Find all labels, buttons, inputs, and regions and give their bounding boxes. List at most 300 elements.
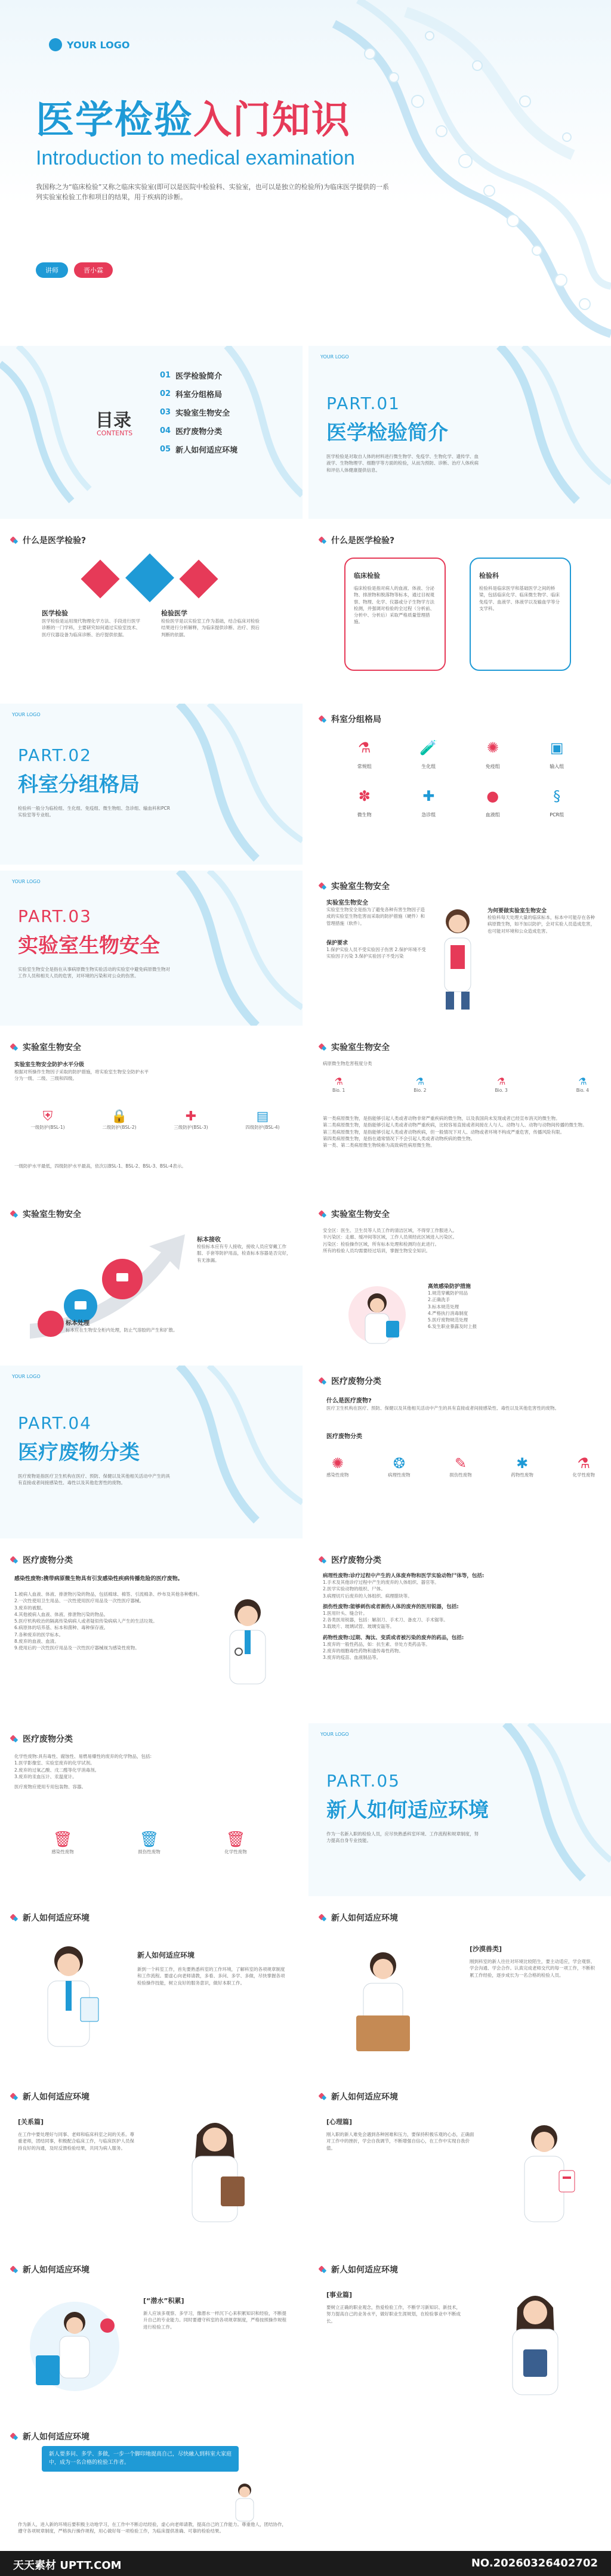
card-text: 检验科是临床医学和基础医学之间的桥梁，包括临床化学、临床微生物学、临床免疫学、血液学、体液学以及输血学等分支学科。	[479, 586, 560, 611]
part5-slide	[308, 1723, 611, 1896]
logo-text: YOUR LOGO	[67, 39, 130, 51]
sub-title: 医疗废物分类	[326, 1433, 362, 1440]
header-text: 什么是医学检验?	[331, 536, 395, 546]
flask-icon: ⚗	[578, 1076, 587, 1087]
header-text: 实验室生物安全	[23, 1210, 81, 1219]
header-mark-icon	[11, 2265, 19, 2274]
toc-item[interactable]	[160, 444, 237, 455]
col-text: 医学检验是运用现代物理化学方法、手段进行医学诊断的一门学科，主要研究如何通过实验室技术、医疗仪器设备为临床诊断、治疗提供依据。	[42, 618, 140, 637]
header-mark-icon	[319, 2092, 328, 2101]
group-label: 常规组	[357, 764, 372, 769]
flask-icon: ⚗	[496, 1076, 506, 1087]
slide-header	[319, 713, 381, 725]
header-mark-icon	[11, 1556, 19, 1564]
safety-slide-1	[308, 871, 611, 1026]
doctor-with-medicine-illustration	[499, 2117, 589, 2236]
level-label: 一级防护(BSL-1)	[30, 1125, 65, 1130]
header-text: 实验室生物安全	[23, 1043, 81, 1052]
step-text: 标本应在生物安全柜内处理，防止气溶胶的产生和扩散。	[66, 1327, 178, 1333]
part-number: PART.02	[18, 745, 92, 765]
card-title: 临床检验	[354, 572, 380, 580]
right-text: 检验科每天处理大量的临床标本，标本中可能存在各种病原微生物，如不加以防护，会对实验人员造成危害，也可能对环境和公众造成危害。	[487, 915, 595, 934]
tip-item: 4.严格执行消毒制度	[428, 1310, 468, 1316]
waste-line: 1.废弃的一般性药品，如：抗生素、非处方类药品等。	[323, 1641, 430, 1647]
safety-slide-4	[0, 1199, 303, 1360]
waste-slide-4	[0, 1723, 303, 1896]
safety5-lines	[323, 1227, 597, 1254]
waste-type	[326, 1455, 349, 1478]
bio-level-label: Bio. 2	[413, 1088, 427, 1093]
cover-title-red: 入门知识	[193, 98, 351, 143]
toc-item[interactable]	[160, 388, 237, 400]
toc-item-label: 实验室生物安全	[175, 409, 230, 418]
flask-icon: ⚗	[334, 1076, 343, 1087]
toc-item-label: 医学检验简介	[175, 372, 223, 381]
pill-icon: ✱	[516, 1455, 529, 1472]
tip-title: 高效感染防护措施	[428, 1284, 471, 1290]
adapt-title: [关系篇]	[18, 2118, 44, 2126]
waste-type	[511, 1455, 533, 1478]
adapt-title: [沙漠兽类]	[470, 1945, 502, 1953]
card-title: 检验科	[479, 572, 499, 580]
safety5-tips	[428, 1282, 595, 1330]
tip-item: 3.标本规范处理	[428, 1304, 459, 1309]
part-desc: 医疗废物是指医疗卫生机构在医疗、预防、保健以及其他相关活动中产生的具有直接或者间接感染性、毒性以及其他危害性的废物。	[18, 1473, 170, 1486]
header-text: 新人如何适应环境	[23, 1914, 90, 1923]
bio-level	[576, 1076, 589, 1094]
adapt-title: [心理篇]	[326, 2118, 353, 2126]
toc-slide	[0, 346, 303, 519]
female-doctor-illustration	[167, 2111, 263, 2236]
part-number: PART.04	[18, 1413, 92, 1433]
slide-header	[11, 1733, 73, 1745]
part-number: PART.03	[18, 906, 92, 926]
toc-item-num: 01	[160, 371, 171, 380]
bin-label: 化学性废物	[224, 1849, 247, 1854]
adapt-slide-2	[308, 1902, 611, 2075]
safety1-box	[326, 897, 428, 959]
quote-box: 新人要多问、多学、多做，一步一个脚印地提高自己，尽快融入到科室大家庭中，成为一名合格的检验工作者。	[42, 2446, 239, 2472]
folder-icon: ▤	[256, 1109, 269, 1124]
bio-line: 第一类病原微生物，是指能够引起人类或者动物非常严重疾病的微生物，以及我国尚未发现或者已经宣布消灭的微生物。	[323, 1116, 560, 1121]
adapt4-text	[326, 2117, 476, 2151]
header-text: 新人如何适应环境	[331, 2092, 398, 2102]
safety4-t2	[66, 1318, 185, 1333]
part4-slide	[0, 1366, 303, 1538]
blood-bag-icon: ▣	[550, 739, 564, 756]
group-item	[397, 788, 461, 818]
card-lab	[470, 558, 571, 671]
lock-icon: 🔒	[111, 1109, 128, 1124]
doctor-illustration	[434, 903, 482, 1011]
slide-header	[319, 1041, 390, 1053]
group-label: 输入组	[550, 764, 564, 769]
waste-line: 7.各种废弃的医学标本。	[14, 1631, 64, 1637]
box-title: 实验室生物安全	[326, 900, 368, 906]
adapt-text: 刚入职的新人难免会遇到各种困难和压力，要保持积极乐观的心态，正确面对工作中的挫折，学会自我调节，不断增强自信心，在工作中实现自我价值。	[326, 2132, 474, 2151]
toc-item-num: 02	[160, 389, 171, 398]
header-mark-icon	[319, 1556, 328, 1564]
sub-title: 病原微生物危害程度分类	[323, 1061, 372, 1066]
slide-header	[319, 2091, 398, 2103]
waste-line: 化学性废物:具有毒性、腐蚀性、易燃易爆性的废弃的化学物品，包括:	[14, 1754, 152, 1759]
waste-type-label: 化学性废物	[572, 1472, 595, 1478]
trash-bin-icon: 🗑	[139, 1831, 159, 1849]
test-tube-icon: 🧪	[419, 739, 438, 756]
waste-line: 2.废弃的细胞毒性药物和遗传毒性药物。	[323, 1648, 403, 1654]
slide-header	[319, 1375, 381, 1387]
header-text: 医疗废物分类	[331, 1556, 381, 1565]
waste-slide-3	[308, 1544, 611, 1717]
zone-line: 所有的检验人员均需要经过培训，掌握生物安全知识。	[323, 1247, 430, 1253]
female-doctor-illustration	[487, 2284, 583, 2409]
bio-level-label: Bio. 1	[332, 1088, 345, 1093]
part-number: PART.05	[326, 1771, 400, 1791]
waste-line: 3.废弃的汞血压计、汞温度计。	[14, 1773, 77, 1779]
question-text: 医疗卫生机构在医疗、预防、保健以及其他相关活动中产生的具有直接或者间接感染性、毒性以及其他危害性的废物。	[326, 1405, 559, 1411]
question-title: 什么是医疗废物?	[326, 1398, 372, 1404]
col-text: 检验医学是以实验室工作为基础，结合临床对检验结果进行分析解释，为临床提供诊断、治疗、预后判断的依据。	[161, 618, 260, 637]
part-desc: 作为一名新入职的检验人员，应尽快熟悉科室环境、工作流程和规章制度，努力提高自身专业技能。	[326, 1831, 479, 1844]
header-text: 科室分组格局	[331, 715, 381, 724]
waste-slide-1	[308, 1366, 611, 1538]
group-label: 急诊组	[421, 812, 436, 818]
watermark-footer	[0, 2551, 611, 2576]
group-item	[461, 788, 525, 818]
slide-header	[11, 2431, 90, 2442]
slide-header	[11, 1554, 73, 1566]
waste-line: 6.病原体的培养基、标本和菌种、毒种保存液。	[14, 1625, 109, 1631]
flask-icon: ⚗	[577, 1455, 590, 1472]
header-mark-icon	[319, 1914, 328, 1922]
sub-text: 根据对所操作生物因子采取的防护措施，将实验室生物安全防护水平分为一级、二级、三级和四级。	[14, 1069, 149, 1082]
waste-bin	[116, 1831, 182, 1855]
tip-item: 1.规范穿戴防护用品	[428, 1290, 468, 1296]
adapt-text: 新人应该多观察、多学习，像潜水一样沉下心来积累知识和经验，不断提升自己的专业能力。同时要遵守科室的各项规章制度，严格按照操作规程进行检验工作。	[143, 2311, 286, 2330]
waste-line: 4.其他被病人血液、体液、排泄物污染的物品。	[14, 1611, 109, 1617]
adapt-slide-4	[308, 2081, 611, 2248]
cross-shield-icon: ✚	[185, 1109, 197, 1124]
bio-level-label: Bio. 3	[495, 1088, 508, 1093]
header-text: 实验室生物安全	[331, 1210, 390, 1219]
adapt-slide-5	[0, 2254, 303, 2415]
diamond-icon-red	[179, 559, 218, 598]
cover-slide	[0, 0, 611, 340]
toc-title-en: CONTENTS	[97, 429, 133, 437]
item-text: 1.保护实验人员不受实验因子伤害 2.保护环境不受实验因子污染 3.保护实验因子不受污染	[326, 946, 426, 959]
toc-item-label: 新人如何适应环境	[175, 446, 238, 455]
what-is-slide-1	[0, 525, 303, 698]
doctor-illustration	[24, 1938, 113, 2057]
footer-site: 天天素材 UPTT.COM	[13, 2559, 122, 2572]
microscope-icon: ⚗	[357, 739, 371, 756]
header-text: 医疗废物分类	[23, 1735, 73, 1744]
zone-line: 安全区：医生、卫生员等人员工作的清洁区域，不得穿工作服进入。	[323, 1228, 457, 1233]
group-item	[461, 739, 525, 770]
waste-line: 3.载玻片、玻璃试管、玻璃安瓿等。	[323, 1624, 394, 1630]
slide-header	[11, 2091, 90, 2103]
zone-line: 污染区：检验操作区域，所有标本处理和检测均在此进行。	[323, 1241, 439, 1247]
toc-item[interactable]	[160, 407, 237, 418]
groups-slide	[308, 704, 611, 865]
closing-text: 作为新人，进入新的环境后要积极主动地学习，在工作中不断总结经验，虚心向老师请教，提高自己的工作能力。尊重他人，团结协作，遵守各项规章制度，严格执行操作规程，用心做好每一项检验工作，为临床提供准确、可靠的检验结果。	[18, 2522, 286, 2534]
header-mark-icon	[11, 1043, 19, 1051]
slide-header	[319, 880, 390, 892]
adapt-text: 新到一个科室工作，首先要熟悉科室的工作环境，了解科室的各项规章制度和工作流程。要虚心向老师请教，多看、多问、多学、多做，尽快掌握各项检验操作技能，树立良好的服务意识，做好本职工作。	[137, 1967, 285, 1986]
trash-bin-icon: 🗑	[53, 1831, 73, 1849]
cover-description: 我国称之为“临床检验”又称之临床实验室(即可以是医院中检验科、实验室，也可以是独立的检验所)为临床医学提供的一系列实验室检验工作和项目的结果，用于疾病的诊断。	[36, 183, 389, 202]
header-mark-icon	[11, 536, 19, 544]
part-number: PART.01	[326, 394, 400, 413]
zone-line: 半污染区：走廊、缓冲间等区域，工作人员须经此区域进入污染区。	[323, 1234, 457, 1240]
bins-row	[30, 1831, 269, 1855]
bio-levels	[332, 1076, 589, 1094]
waste-line: 1.医用针头、缝合针。	[323, 1610, 368, 1616]
waste-line: 3.病理切片后废弃的人体组织、病理腊块等。	[323, 1593, 412, 1599]
part-desc: 实验室生物安全是指在从事病原微生物实验活动的实验室中避免病原微生物对工作人员和相关人员的危害，对环境的污染和对公众的伤害。	[18, 967, 170, 979]
header-mark-icon	[11, 2432, 19, 2441]
group-item	[525, 739, 590, 770]
header-text: 医疗废物分类	[23, 1556, 73, 1565]
safety-slide-3	[308, 1032, 611, 1193]
waste-type-label: 损伤性废物	[449, 1472, 472, 1478]
level-label: 二级防护(BSL-2)	[102, 1125, 137, 1130]
level-label: 三级防护(BSL-3)	[174, 1125, 208, 1130]
adapt5-text	[143, 2296, 286, 2330]
waste-line: 9.使用后的一次性医疗用品及一次性医疗器械视为感染性废物。	[14, 1645, 140, 1651]
toc-item-num: 04	[160, 426, 171, 435]
item-title: 保护要求	[326, 940, 348, 946]
what-is-slide-2	[308, 525, 611, 698]
slide-logo: YOUR LOGO	[320, 354, 349, 360]
step-title: 标本处理	[66, 1320, 90, 1327]
what1-col1	[42, 608, 143, 638]
adapt3-text	[18, 2117, 137, 2151]
group-label: 血液组	[485, 812, 500, 818]
group-label: PCR组	[550, 812, 564, 818]
virus-icon: ✺	[486, 739, 499, 756]
waste-title: 感染性废物:携带病原微生物具有引发感染性疾病传播危险的医疗废物。	[14, 1576, 183, 1582]
header-text: 医疗废物分类	[331, 1377, 381, 1386]
waste-types	[326, 1455, 595, 1478]
tip-item: 2.正确洗手	[428, 1297, 450, 1303]
safety-level	[239, 1109, 286, 1131]
safety2-icons	[24, 1109, 286, 1131]
waste-bin	[30, 1831, 95, 1855]
right-title: 为何要做实验室生物安全	[487, 908, 547, 914]
adapt2-text	[470, 1944, 595, 1979]
safety-level	[167, 1109, 215, 1131]
header-mark-icon	[11, 1210, 19, 1218]
what1-col2	[161, 608, 263, 638]
speaker-row	[36, 262, 113, 278]
waste-type	[388, 1455, 411, 1478]
slide-header	[11, 1208, 81, 1220]
logo-circle-icon	[49, 38, 62, 51]
slide-header	[319, 1554, 381, 1566]
slide-header	[11, 1041, 81, 1053]
waste-line: 5.医疗机构收治的隔离传染病病人或者疑似传染病病人产生的生活垃圾。	[14, 1618, 158, 1624]
waste-note: 医疗废物应使用专用包装物、容器。	[14, 1784, 86, 1789]
speaker-name: 晋小霖	[74, 262, 113, 278]
toc-title: 目录	[95, 410, 131, 431]
header-mark-icon	[11, 2092, 19, 2101]
header-mark-icon	[319, 882, 328, 890]
safety-level	[24, 1109, 72, 1131]
group-label: 免疫组	[485, 764, 500, 769]
cover-title	[36, 89, 351, 144]
safety4-t1	[197, 1234, 292, 1264]
part-desc: 医学检验是对取自人体的材料进行微生物学、免疫学、生物化学、遗传学、血液学、生物物理学、细胞学等方面的检验，从而为预防、诊断、治疗人体疾病和评估人体健康提供信息。	[326, 454, 479, 473]
adapt-text: 要树立正确的职业观念，热爱检验工作，不断学习新知识、新技术，努力提高自己的业务水平，做好职业生涯规划，在检验事业中不断成长。	[326, 2305, 461, 2324]
toc-item-num: 03	[160, 408, 171, 417]
bio-level	[495, 1076, 508, 1094]
part-title: 新人如何适应环境	[326, 1798, 489, 1822]
bin-label: 损伤性废物	[138, 1849, 161, 1854]
header-text: 实验室生物安全	[331, 1043, 390, 1052]
step-text: 检验标本应有专人接收，接收人员应穿戴工作服、手套等防护用品，检查标本容器是否完好，有无渗漏。	[197, 1244, 291, 1263]
trash-bin-icon: 🗑	[226, 1831, 246, 1849]
header-mark-icon	[11, 1914, 19, 1922]
part-title: 医疗废物分类	[18, 1441, 140, 1465]
cover-logo	[49, 38, 129, 51]
part1-slide	[308, 346, 611, 519]
group-label: 生化组	[421, 764, 436, 769]
toc-item[interactable]	[160, 425, 237, 436]
waste-type-label: 感染性废物	[326, 1472, 349, 1478]
group-item	[332, 788, 397, 818]
header-text: 新人如何适应环境	[331, 1914, 398, 1923]
cell-icon: ❂	[393, 1455, 405, 1472]
bio-level	[413, 1076, 426, 1094]
box-text: 实验室生物安全是指为了避免各种有害生物因子造成的实验室生物危害而采取的防护措施（硬件）和管理措施（软件）。	[326, 907, 425, 926]
waste-line: 2.废弃的过氧乙酸、戊二醛等化学消毒剂。	[14, 1767, 100, 1773]
adapt-title: [“潜水”积累]	[143, 2297, 184, 2305]
card-clinical	[344, 558, 446, 671]
adapt1-text	[137, 1950, 286, 1986]
waste-line: 2.一次性使用卫生用品、一次性使用医疗用品及一次性医疗器械。	[14, 1598, 144, 1604]
part-desc: 检验科一般分为临检组、生化组、免疫组、微生物组、急诊组、输血科和PCR实验室等专业组。	[18, 806, 170, 818]
slide-header	[319, 534, 394, 546]
adapt-text: 在工作中要处理好与同事、老师和临床科室之间的关系。尊重老师，团结同事，积极配合临床工作，与临床医护人员保持良好的沟通，及时反馈检验结果，共同为病人服务。	[18, 2132, 134, 2151]
part-title: 科室分组格局	[18, 773, 140, 797]
toc-item-label: 医疗废物分类	[175, 428, 223, 436]
header-text: 新人如何适应环境	[23, 2432, 90, 2442]
syringe-icon: ✎	[454, 1455, 467, 1472]
waste-cat-title: 病理性废物:诊疗过程中产生的人体废弃物和医学实验动物尸体等，包括:	[323, 1573, 485, 1579]
safety1-right	[487, 906, 595, 934]
cover-subtitle: Introduction to medical examination	[36, 147, 355, 169]
slide-header	[11, 2264, 90, 2275]
flask-icon: ⚗	[415, 1076, 425, 1087]
group-item	[397, 739, 461, 770]
toc-item[interactable]	[160, 370, 237, 381]
bio-line: 第二类病原微生物，是指能够引起人类或者动物严重疾病，比较容易直接或者间接在人与人、动物与人、动物与动物间传播的微生物。	[323, 1122, 587, 1128]
col-title: 检验医学	[161, 609, 187, 617]
header-mark-icon	[319, 715, 328, 723]
waste-line: 3.废弃的被服。	[14, 1605, 46, 1611]
part3-slide	[0, 871, 303, 1026]
waste-type	[573, 1455, 595, 1478]
waste-line: 1.被病人血液、体液、排泄物污染的物品，包括棉球、棉签、引流棉条、纱布及其他各种敷料。	[14, 1592, 202, 1597]
doctor-at-podium-illustration	[338, 1944, 428, 2057]
header-mark-icon	[319, 1377, 328, 1385]
header-text: 实验室生物安全	[331, 882, 390, 891]
bio-lines	[323, 1115, 597, 1148]
sub-title: 实验室生物安全防护水平分级	[14, 1062, 85, 1068]
waste-slide-2	[0, 1544, 303, 1717]
shield-icon: ⛨	[42, 1109, 53, 1124]
header-mark-icon	[319, 1043, 328, 1051]
safety-slide-5	[308, 1199, 611, 1360]
step-title: 标本接收	[197, 1237, 221, 1243]
waste-cat-title: 损伤性废物:能够刺伤或者割伤人体的废弃的医用锐器，包括:	[323, 1603, 459, 1610]
toc-item-label: 科室分组格局	[175, 391, 223, 400]
slide-logo: YOUR LOGO	[12, 1374, 41, 1379]
adapt-title: 新人如何适应环境	[137, 1951, 195, 1959]
bio-level-label: Bio. 4	[576, 1088, 589, 1093]
adapt-slide-3	[0, 2081, 303, 2248]
header-mark-icon	[319, 536, 328, 544]
tip-item: 5.医疗废物规范处理	[428, 1317, 468, 1323]
diamond-icon-red	[81, 559, 119, 598]
doctor-illustration	[215, 1592, 280, 1693]
header-text: 新人如何适应环境	[23, 2092, 90, 2102]
slide-header	[11, 534, 86, 546]
waste3-content	[323, 1572, 597, 1661]
slide-header	[319, 1912, 398, 1924]
dna-helix-graphic	[0, 346, 303, 519]
header-text: 什么是医学检验?	[23, 536, 87, 546]
slide-logo: YOUR LOGO	[12, 712, 41, 717]
bio-line: 第一类、第二类病原微生物统称为高致病性病原微生物。	[323, 1143, 435, 1148]
slide-header	[319, 1208, 390, 1220]
waste-line: 1.手术及其他诊疗过程中产生的废弃的人体组织、器官等。	[323, 1580, 439, 1585]
safety-level	[95, 1109, 143, 1131]
speaker-label: 讲师	[36, 262, 68, 278]
virus-icon: ✺	[331, 1455, 344, 1472]
waste-type	[449, 1455, 472, 1478]
waste2-lines	[14, 1591, 205, 1651]
bio-line: 第四类病原微生物，是指在通常情况下不会引起人类或者动物疾病的微生物。	[323, 1135, 475, 1141]
header-mark-icon	[319, 1210, 328, 1218]
waste-type-label: 药物性废物	[511, 1472, 533, 1478]
waste-line: 1.医学影像室、实验室废弃的化学试剂。	[14, 1760, 95, 1766]
nurse-with-files-illustration	[24, 2290, 125, 2403]
adapt-slide-7	[0, 2421, 303, 2546]
waste-line: 3.废弃的疫苗、血液制品等。	[323, 1655, 381, 1660]
level-label: 四级防护(BSL-4)	[245, 1125, 280, 1130]
adapt6-text	[326, 2290, 464, 2324]
slide-header	[11, 1912, 90, 1924]
adapt-title: [事业篇]	[326, 2291, 353, 2299]
col-title: 医学检验	[42, 609, 68, 617]
card-text: 临床检验是指对病人的血液、体液、分泌物、排泄物和脱落物等标本，通过目视观察、物理、化学、仪器或分子生物学方法检测，并强调对检验的全过程（分析前、分析中、分析后）采取严格质量管理措施。	[354, 586, 434, 625]
adapt-slide-6	[308, 2254, 611, 2415]
header-text: 新人如何适应环境	[23, 2265, 90, 2275]
nurse-illustration	[344, 1279, 410, 1351]
bio-level	[332, 1076, 345, 1094]
bottom-text: 一级防护水平最低，四级防护水平最高，依次以BSL-1、BSL-2、BSL-3、BSL-4表示。	[14, 1163, 186, 1169]
part-title: 医学检验简介	[326, 421, 448, 445]
part2-slide	[0, 704, 303, 865]
footer-id: NO.20260326402702	[471, 2557, 598, 2569]
slide-logo: YOUR LOGO	[320, 1732, 349, 1737]
slide-header	[319, 2264, 398, 2275]
waste-line: 2.医学实验动物的组织、尸体。	[323, 1586, 385, 1592]
doctor-illustration	[227, 2481, 263, 2522]
dna-icon: §	[553, 788, 561, 804]
